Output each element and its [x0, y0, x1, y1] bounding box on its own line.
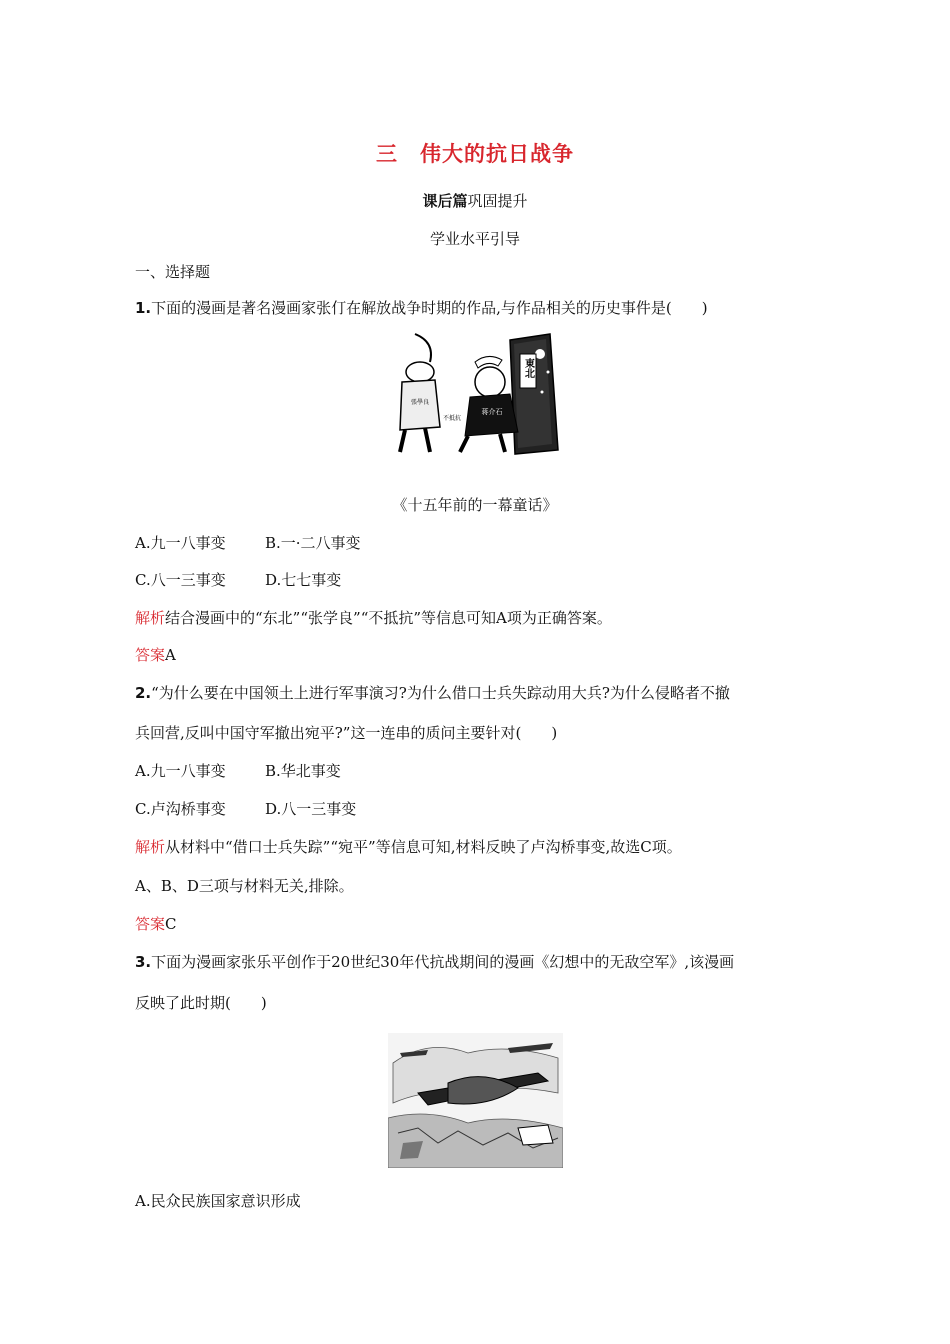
question-2-answer	[135, 914, 177, 934]
figure-1-caption: 《十五年前的一幕童话》	[392, 496, 558, 514]
question-3-option-a[interactable]: A.民众民族国家意识形成	[135, 1192, 301, 1210]
question-2-option-b[interactable]: B.华北事变	[265, 762, 341, 780]
analysis-label-2: 解析	[135, 838, 166, 856]
comic-label-name: 蒋介石	[481, 408, 503, 416]
question-3-number: 3.	[135, 953, 152, 971]
level-heading: 学业水平引导	[429, 230, 520, 248]
question-2-option-d[interactable]: D.八一三事变	[265, 800, 357, 818]
question-1-option-c[interactable]: C.八一三事变	[135, 571, 226, 589]
subtitle	[0, 190, 950, 211]
question-1-option-b[interactable]: B.一·二八事变	[265, 534, 361, 552]
question-1-analysis	[135, 608, 612, 628]
question-1-options-row-1	[135, 533, 361, 553]
question-2-analysis-line-2: A、B、D三项与材料无关,排除。	[135, 877, 354, 895]
question-1-option-a[interactable]: A.九一八事变	[135, 534, 226, 552]
answer-value: A	[165, 646, 176, 664]
question-2-option-c[interactable]: C.卢沟桥事变	[135, 800, 226, 818]
comic-1-drawing	[380, 332, 565, 457]
analysis-text: 结合漫画中的“东北”“张学良”“不抵抗”等信息可知A项为正确答案。	[165, 609, 612, 627]
answer-label: 答案	[135, 646, 166, 664]
subtitle-bold: 课后篇	[422, 192, 468, 210]
subtitle-rest: 巩固提升	[467, 192, 528, 210]
comic-figure-legs	[460, 434, 505, 452]
question-2-options-row-1	[135, 761, 341, 781]
question-3-stem-line-2: 反映了此时期( )	[135, 994, 267, 1012]
page-title: 三 伟大的抗日战争	[376, 142, 574, 166]
question-2-options-row-2	[135, 799, 356, 819]
question-2-stem-line-1	[135, 683, 730, 703]
comic-star-icon-2	[541, 391, 544, 394]
analysis-label: 解析	[135, 609, 166, 627]
comic-saber-shape	[415, 334, 431, 362]
question-2-option-a[interactable]: A.九一八事变	[135, 762, 226, 780]
question-1-number: 1.	[135, 299, 152, 317]
comic-illustration-2	[388, 1033, 563, 1168]
question-2-stem-line-2: 兵回营,反叫中国守军撤出宛平?”这一连串的质问主要针对( )	[135, 724, 558, 742]
comic-sign-text-1: 東北	[522, 358, 534, 378]
analysis-text-2: 从材料中“借口士兵失踪”“宛平”等信息可知,材料反映了卢沟桥事变,故选C项。	[165, 838, 682, 856]
question-3-stem-line-1	[135, 952, 734, 972]
question-2-text-1: “为什么要在中国领土上进行军事演习?为什么借口士兵失踪动用大兵?为什么侵略者不撤	[151, 684, 730, 702]
question-1-options-row-2	[135, 570, 341, 590]
comic-label-zhang: 張學良	[410, 399, 430, 406]
question-1-text: 下面的漫画是著名漫画家张仃在解放战争时期的作品,与作品相关的历史事件是( )	[151, 299, 708, 317]
comic-label-nonresist: 不抵抗	[442, 415, 462, 422]
section-heading: 一、选择题	[135, 263, 211, 281]
answer-value-2: C	[165, 915, 177, 933]
question-1-answer	[135, 645, 176, 665]
comic-building-shape	[518, 1125, 553, 1145]
comic-soldier-legs	[400, 428, 430, 452]
answer-label-2: 答案	[135, 915, 166, 933]
comic-illustration-1	[380, 332, 565, 457]
question-2-number: 2.	[135, 684, 152, 702]
question-3-text-1: 下面为漫画家张乐平创作于20世纪30年代抗战期间的漫画《幻想中的无敌空军》,该漫画	[151, 953, 735, 971]
comic-2-drawing	[388, 1033, 563, 1168]
comic-star-icon	[547, 371, 550, 374]
comic-hat-shape	[475, 356, 502, 368]
question-2-analysis	[135, 837, 682, 857]
comic-figure-head	[475, 367, 505, 397]
question-1-stem	[135, 298, 708, 318]
question-1-option-d[interactable]: D.七七事变	[265, 571, 342, 589]
comic-soldier-head	[406, 362, 434, 382]
